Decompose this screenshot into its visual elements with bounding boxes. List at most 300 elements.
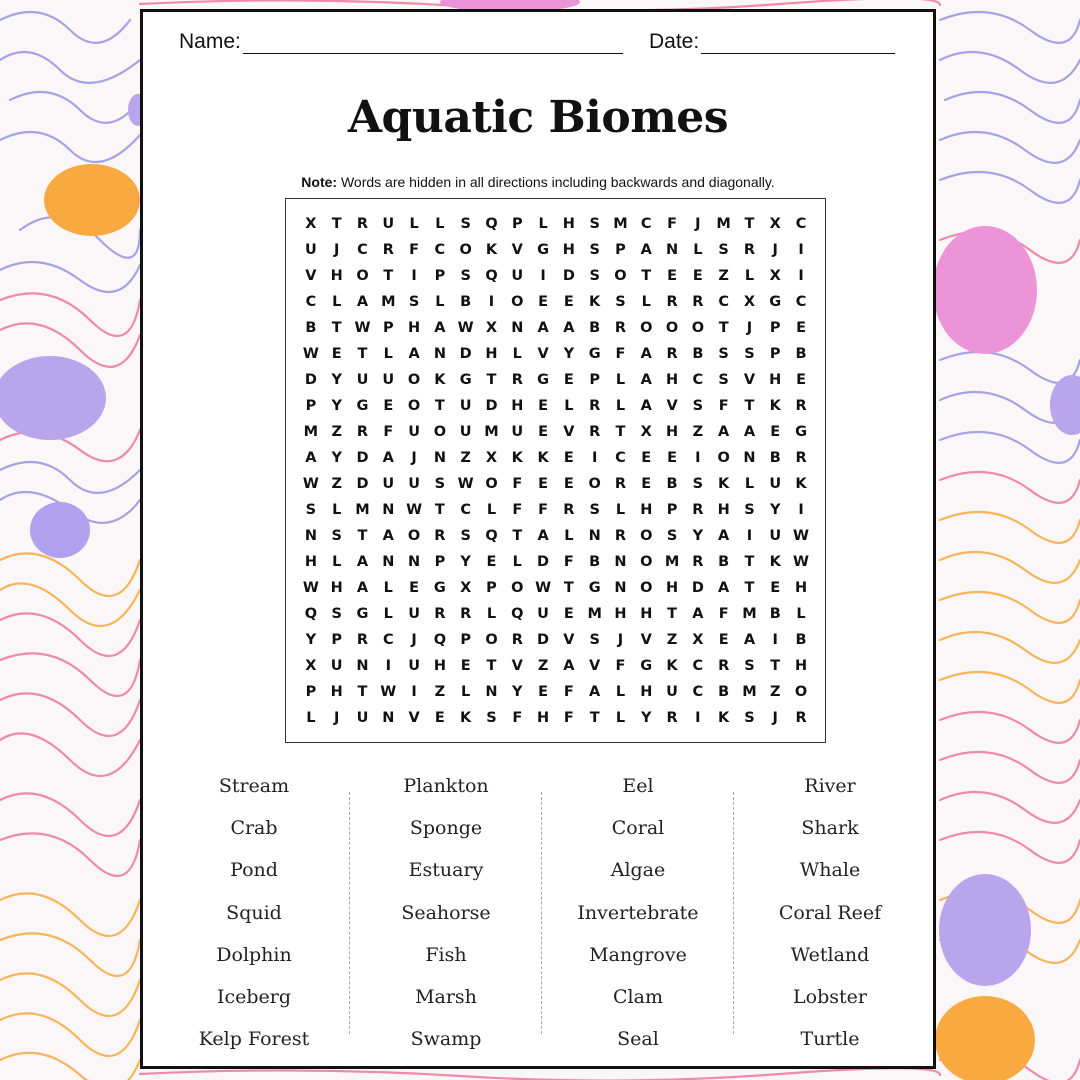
- grid-letter: C: [795, 216, 807, 232]
- grid-letter: X: [305, 658, 317, 674]
- grid-letter: M: [664, 554, 680, 570]
- grid-letter: V: [511, 242, 523, 258]
- grid-letter: L: [693, 242, 703, 258]
- grid-letter: B: [795, 632, 807, 648]
- grid-letter: H: [511, 398, 524, 414]
- grid-letter: N: [408, 554, 421, 570]
- grid-letter: N: [485, 684, 498, 700]
- grid-letter: F: [563, 710, 574, 726]
- grid-letter: N: [743, 450, 756, 466]
- grid-letter: O: [407, 372, 421, 388]
- grid-letter: Y: [305, 632, 317, 648]
- grid-letter: O: [794, 684, 808, 700]
- word-item: Shark: [801, 817, 859, 840]
- grid-letter: O: [485, 476, 498, 492]
- grid-letter: L: [512, 346, 522, 362]
- grid-letter: N: [665, 242, 679, 258]
- grid-letter: E: [718, 632, 729, 648]
- grid-letter: H: [794, 580, 808, 596]
- grid-letter: A: [382, 528, 394, 544]
- grid-letter: R: [795, 710, 807, 726]
- grid-letter: R: [589, 424, 601, 440]
- grid-letter: V: [743, 372, 756, 388]
- grid-letter: U: [511, 268, 524, 284]
- grid-letter: D: [356, 450, 369, 466]
- grid-letter: O: [640, 554, 653, 570]
- grid-letter: N: [356, 658, 369, 674]
- grid-letter: B: [718, 554, 730, 570]
- grid-letter: U: [459, 398, 472, 414]
- grid-letter: K: [795, 476, 807, 492]
- grid-letter: E: [460, 658, 471, 674]
- grid-letter: P: [615, 242, 626, 258]
- grid-letter: B: [692, 346, 704, 362]
- grid-letter: R: [692, 554, 704, 570]
- grid-letter: E: [641, 450, 652, 466]
- grid-letter: M: [484, 424, 499, 440]
- grid-letter: K: [718, 710, 730, 726]
- grid-letter: H: [769, 372, 782, 388]
- grid-letter: W: [457, 320, 474, 336]
- grid-letter: T: [744, 554, 755, 570]
- grid-letter: L: [332, 294, 342, 310]
- grid-letter: A: [408, 346, 420, 362]
- grid-letter: J: [617, 632, 624, 648]
- grid-letter: I: [488, 294, 495, 310]
- grid-letter: S: [589, 242, 600, 258]
- grid-letter: T: [667, 606, 677, 622]
- grid-letter: P: [331, 632, 343, 648]
- grid-letter: A: [640, 372, 652, 388]
- grid-letter: G: [769, 294, 782, 310]
- grid-letter: R: [589, 398, 601, 414]
- word-item: Coral Reef: [778, 901, 882, 924]
- grid-letter: O: [511, 294, 524, 310]
- grid-letter: B: [795, 346, 807, 362]
- grid-letter: E: [409, 580, 420, 596]
- grid-letter: E: [667, 450, 677, 466]
- grid-letter: W: [380, 684, 397, 700]
- grid-letter: Z: [666, 632, 678, 648]
- grid-letter: N: [304, 528, 317, 544]
- grid-letter: S: [692, 398, 704, 414]
- grid-letter: A: [356, 294, 369, 310]
- grid-letter: X: [640, 424, 652, 440]
- grid-letter: L: [615, 502, 626, 518]
- grid-letter: F: [512, 710, 523, 726]
- grid-letter: T: [589, 710, 600, 726]
- grid-letter: D: [562, 268, 575, 284]
- grid-letter: S: [460, 216, 471, 232]
- grid-letter: O: [640, 320, 653, 336]
- grid-letter: O: [614, 268, 627, 284]
- grid-letter: P: [511, 216, 523, 232]
- grid-letter: E: [563, 294, 574, 310]
- grid-letter: D: [304, 372, 317, 388]
- grid-letter: A: [743, 424, 756, 440]
- grid-letter: E: [331, 346, 342, 362]
- grid-letter: E: [770, 424, 781, 440]
- grid-letter: K: [511, 450, 523, 466]
- grid-letter: W: [406, 502, 423, 518]
- word-item: Dolphin: [216, 943, 292, 966]
- note-text: Words are hidden in all directions including backwards and diagonally.: [337, 174, 775, 190]
- grid-letter: P: [769, 320, 781, 336]
- grid-letter: P: [666, 502, 678, 518]
- grid-letter: O: [485, 632, 498, 648]
- grid-letter: O: [665, 320, 679, 336]
- grid-letter: M: [742, 684, 757, 700]
- grid-letter: K: [485, 242, 498, 258]
- grid-letter: U: [769, 476, 782, 492]
- grid-letter: V: [589, 658, 601, 674]
- word-item: Swamp: [410, 1028, 482, 1051]
- grid-letter: E: [538, 294, 549, 310]
- grid-letter: T: [486, 658, 497, 674]
- grid-letter: U: [408, 606, 420, 622]
- grid-letter: O: [640, 580, 653, 596]
- word-column: [543, 770, 733, 1065]
- grid-letter: S: [744, 502, 755, 518]
- grid-letter: A: [356, 554, 369, 570]
- grid-letter: R: [382, 242, 394, 258]
- grid-letter: N: [382, 710, 395, 726]
- grid-letter: E: [538, 476, 549, 492]
- grid-letter: R: [511, 372, 523, 388]
- grid-letter: N: [382, 502, 395, 518]
- grid-letter: F: [512, 502, 523, 518]
- grid-letter: L: [538, 216, 548, 232]
- grid-letter: W: [793, 554, 810, 570]
- grid-letter: N: [382, 554, 395, 570]
- grid-letter: J: [333, 242, 340, 258]
- grid-letter: R: [434, 528, 446, 544]
- grid-letter: E: [770, 580, 781, 596]
- grid-letter: W: [354, 320, 371, 336]
- grid-letter: O: [511, 580, 524, 596]
- grid-letter: L: [332, 502, 342, 518]
- grid-letter: R: [614, 528, 627, 544]
- grid-letter: F: [563, 684, 574, 700]
- grid-letter: H: [640, 502, 653, 518]
- date-label: Date:: [649, 30, 700, 53]
- grid-letter: A: [718, 528, 730, 544]
- grid-letter: J: [411, 450, 417, 466]
- grid-letter: H: [665, 424, 679, 440]
- grid-letter: I: [591, 450, 598, 466]
- grid-letter: I: [411, 268, 417, 284]
- grid-letter: X: [460, 580, 472, 596]
- grid-letter: R: [511, 632, 523, 648]
- word-column: [351, 770, 541, 1065]
- grid-letter: G: [356, 398, 369, 414]
- grid-letter: K: [718, 476, 730, 492]
- grid-letter: T: [434, 398, 445, 414]
- grid-letter: E: [667, 268, 677, 284]
- word-item: Pond: [230, 859, 278, 882]
- grid-letter: S: [589, 632, 600, 648]
- grid-letter: S: [331, 528, 342, 544]
- grid-letter: V: [640, 632, 652, 648]
- grid-letter: F: [667, 216, 677, 232]
- grid-letter: H: [330, 684, 343, 700]
- grid-letter: E: [538, 398, 549, 414]
- grid-letter: L: [564, 398, 574, 414]
- word-bank: [159, 770, 923, 1050]
- grid-letter: U: [537, 606, 549, 622]
- grid-letter: G: [640, 658, 653, 674]
- grid-letter: V: [305, 268, 317, 284]
- name-line: [243, 31, 623, 54]
- grid-letter: R: [666, 346, 678, 362]
- grid-letter: Z: [434, 684, 446, 700]
- grid-letter: P: [589, 372, 600, 388]
- grid-letter: B: [589, 554, 601, 570]
- note-label: Note:: [301, 174, 338, 190]
- grid-letter: U: [382, 372, 395, 388]
- word-item: Squid: [226, 901, 282, 924]
- word-item: Fish: [425, 943, 467, 966]
- grid-letter: S: [666, 528, 678, 544]
- grid-letter: L: [744, 476, 755, 492]
- grid-letter: I: [385, 658, 391, 674]
- grid-letter: T: [770, 658, 781, 674]
- grid-letter: P: [434, 554, 446, 570]
- grid-letter: A: [356, 580, 369, 596]
- word-item: Sponge: [409, 817, 483, 840]
- grid-letter: T: [383, 268, 394, 284]
- word-item: Seal: [617, 1028, 659, 1051]
- grid-letter: F: [615, 658, 626, 674]
- grid-letter: W: [535, 580, 552, 596]
- grid-letter: P: [305, 398, 317, 414]
- grid-letter: E: [563, 450, 574, 466]
- page-title: Aquatic Biomes: [347, 92, 729, 143]
- grid-letter: T: [357, 684, 368, 700]
- grid-letter: A: [537, 528, 549, 544]
- word-item: Coral: [611, 817, 665, 840]
- grid-letter: T: [615, 424, 626, 440]
- grid-letter: I: [798, 242, 804, 258]
- grid-letter: O: [407, 528, 421, 544]
- word-item: Whale: [799, 859, 861, 882]
- grid-letter: J: [333, 710, 340, 726]
- grid-letter: I: [695, 710, 701, 726]
- word-item: Seahorse: [401, 901, 491, 924]
- grid-letter: L: [615, 398, 626, 414]
- grid-letter: R: [614, 320, 627, 336]
- grid-letter: T: [718, 320, 729, 336]
- grid-letter: P: [486, 580, 497, 596]
- grid-letter: H: [717, 502, 730, 518]
- grid-letter: H: [537, 710, 550, 726]
- word-item: Kelp Forest: [198, 1028, 310, 1051]
- worksheet: [140, 9, 936, 1069]
- grid-letter: S: [744, 346, 755, 362]
- grid-letter: R: [666, 294, 678, 310]
- word-item: River: [804, 775, 856, 797]
- grid-letter: H: [562, 216, 575, 232]
- word-item: Crab: [230, 817, 278, 840]
- grid-letter: A: [537, 320, 549, 336]
- grid-letter: O: [356, 268, 369, 284]
- word-item: Clam: [613, 985, 663, 1008]
- grid-letter: W: [302, 476, 319, 492]
- grid-letter: Y: [512, 684, 523, 700]
- grid-letter: Y: [769, 502, 781, 518]
- grid-letter: H: [640, 606, 653, 622]
- grid-letter: E: [538, 684, 549, 700]
- grid-letter: A: [563, 320, 575, 336]
- word-item: Invertebrate: [577, 901, 699, 924]
- grid-letter: E: [563, 372, 574, 388]
- grid-letter: L: [435, 216, 445, 232]
- grid-letter: X: [743, 294, 756, 310]
- grid-letter: L: [641, 294, 651, 310]
- grid-letter: L: [615, 372, 626, 388]
- grid-letter: L: [512, 554, 522, 570]
- grid-letter: G: [459, 372, 472, 388]
- grid-letter: A: [589, 684, 601, 700]
- grid-letter: A: [305, 450, 317, 466]
- grid-letter: S: [305, 502, 317, 518]
- grid-letter: R: [795, 398, 807, 414]
- grid-letter: C: [305, 294, 317, 310]
- grid-letter: U: [459, 424, 472, 440]
- grid-letter: N: [614, 580, 627, 596]
- grid-letter: F: [718, 606, 729, 622]
- grid-letter: T: [331, 216, 342, 232]
- grid-letter: T: [357, 346, 368, 362]
- grid-letter: B: [666, 476, 678, 492]
- grid-letter: O: [588, 476, 601, 492]
- grid-letter: U: [356, 372, 369, 388]
- grid-letter: O: [407, 398, 421, 414]
- grid-letter: Q: [433, 632, 447, 648]
- grid-letter: C: [382, 632, 394, 648]
- grid-letter: P: [305, 684, 317, 700]
- grid-letter: R: [356, 216, 369, 232]
- grid-letter: D: [356, 476, 369, 492]
- grid-letter: I: [695, 450, 701, 466]
- instructions-note: [143, 174, 933, 190]
- grid-letter: L: [744, 268, 755, 284]
- grid-letter: S: [692, 476, 704, 492]
- grid-letter: W: [302, 580, 319, 596]
- grid-letter: B: [718, 684, 730, 700]
- grid-letter: E: [692, 268, 703, 284]
- grid-letter: L: [486, 606, 497, 622]
- grid-letter: E: [563, 606, 574, 622]
- grid-letter: T: [641, 268, 652, 284]
- grid-letter: L: [564, 528, 574, 544]
- grid-letter: K: [589, 294, 601, 310]
- grid-letter: B: [460, 294, 472, 310]
- grid-letter: A: [743, 632, 756, 648]
- grid-letter: S: [589, 502, 600, 518]
- grid-letter: G: [537, 372, 550, 388]
- grid-letter: C: [692, 372, 704, 388]
- grid-letter: T: [563, 580, 574, 596]
- grid-letter: J: [772, 710, 778, 726]
- grid-letter: W: [457, 476, 474, 492]
- grid-letter: S: [408, 294, 420, 310]
- grid-letter: L: [383, 346, 393, 362]
- grid-letter: F: [615, 346, 626, 362]
- date-field: [649, 30, 895, 54]
- grid-letter: R: [356, 424, 369, 440]
- grid-letter: A: [640, 398, 652, 414]
- grid-letter: I: [798, 502, 804, 518]
- word-item: Eel: [622, 775, 654, 797]
- grid-letter: M: [742, 606, 757, 622]
- grid-letter: V: [563, 424, 575, 440]
- grid-letter: B: [769, 450, 781, 466]
- grid-letter: J: [411, 632, 417, 648]
- grid-letter: B: [589, 320, 601, 336]
- grid-letter: O: [691, 320, 705, 336]
- grid-letter: F: [409, 242, 420, 258]
- grid-letter: F: [383, 424, 394, 440]
- grid-letter: W: [793, 528, 810, 544]
- grid-letter: O: [717, 450, 730, 466]
- grid-letter: I: [772, 632, 778, 648]
- word-column: [735, 770, 925, 1065]
- grid-letter: C: [615, 450, 626, 466]
- grid-letter: R: [563, 502, 575, 518]
- grid-letter: X: [485, 320, 498, 336]
- grid-letter: Y: [563, 346, 575, 362]
- grid-letter: X: [769, 268, 781, 284]
- grid-letter: L: [615, 684, 626, 700]
- grid-letter: R: [692, 502, 704, 518]
- grid-letter: C: [357, 242, 368, 258]
- grid-letter: Q: [511, 606, 524, 622]
- grid-letter: U: [330, 658, 343, 674]
- grid-letter: D: [459, 346, 472, 362]
- grid-letter: W: [302, 346, 319, 362]
- grid-letter: D: [485, 398, 498, 414]
- grid-letter: E: [434, 710, 445, 726]
- grid-letter: Y: [331, 398, 342, 414]
- grid-letter: Z: [460, 450, 471, 466]
- grid-letter: S: [434, 476, 446, 492]
- grid-letter: R: [460, 606, 472, 622]
- grid-letter: Z: [331, 424, 342, 440]
- grid-letter: P: [382, 320, 394, 336]
- grid-letter: V: [408, 710, 420, 726]
- grid-letter: V: [563, 632, 575, 648]
- grid-letter: S: [744, 710, 755, 726]
- grid-letter: K: [537, 450, 549, 466]
- grid-letter: I: [798, 268, 804, 284]
- word-column: [159, 770, 349, 1065]
- grid-letter: H: [665, 372, 679, 388]
- grid-letter: R: [666, 710, 678, 726]
- grid-letter: K: [434, 372, 446, 388]
- grid-letter: M: [613, 216, 628, 232]
- grid-letter: Z: [769, 684, 781, 700]
- grid-letter: A: [434, 320, 446, 336]
- grid-letter: U: [511, 424, 524, 440]
- grid-letter: J: [772, 242, 778, 258]
- grid-letter: M: [587, 606, 602, 622]
- grid-letter: R: [614, 476, 627, 492]
- grid-letter: C: [434, 242, 446, 258]
- grid-letter: N: [588, 528, 601, 544]
- grid-letter: N: [614, 554, 627, 570]
- grid-letter: F: [563, 554, 574, 570]
